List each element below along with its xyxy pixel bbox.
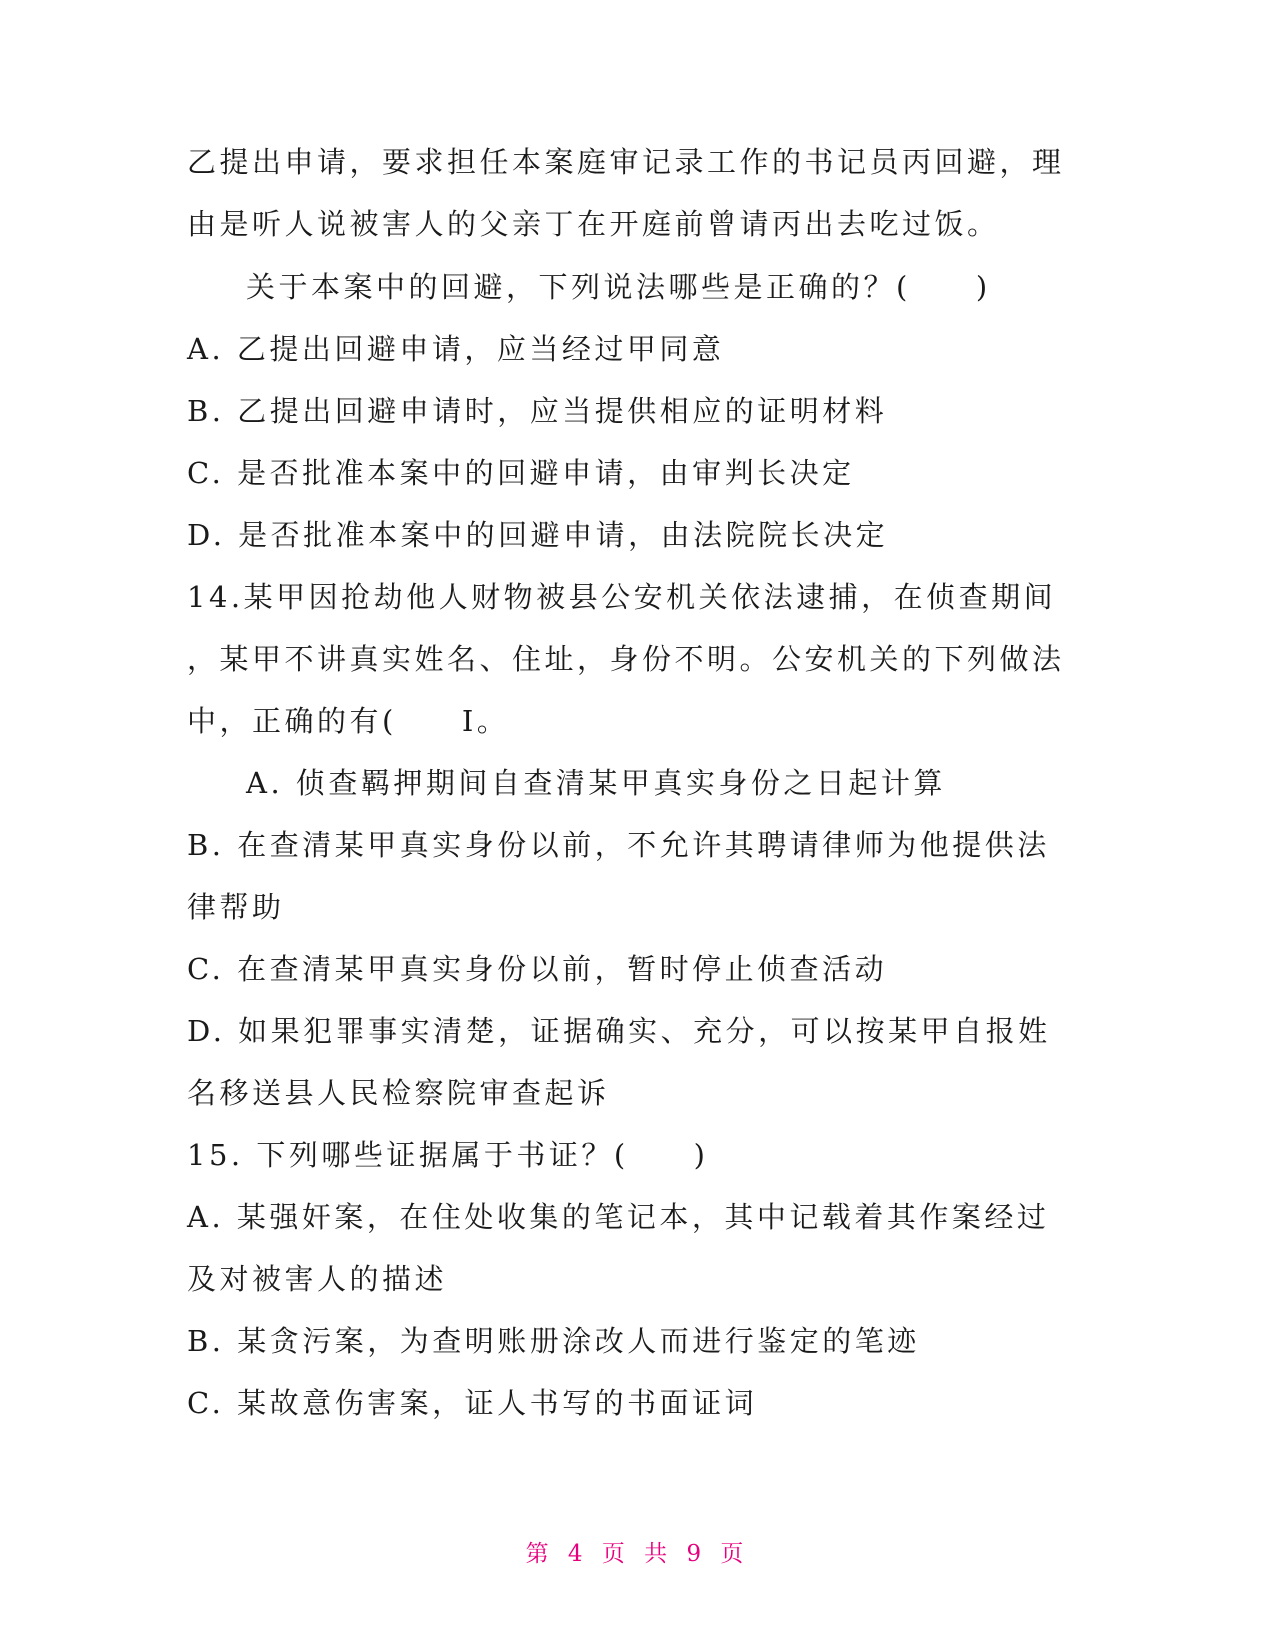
question-15: 15. 下列哪些证据属于书证？( ) [187, 1138, 709, 1172]
option-c: C. 是否批准本案中的回避申请，由审判长决定 [187, 456, 855, 490]
option-d: D. 是否批准本案中的回避申请，由法院院长决定 [187, 518, 889, 552]
text-line: 名移送县人民检察院审查起诉 [187, 1076, 610, 1110]
question-14: 14.某甲因抢劫他人财物被县公安机关依法逮捕，在侦查期间 [187, 580, 1057, 614]
option-a: A. 某强奸案，在住处收集的笔记本，其中记载着其作案经过 [187, 1200, 1050, 1234]
option-b: B. 乙提出回避申请时，应当提供相应的证明材料 [187, 394, 888, 428]
page-number-footer: 第 4 页 共 9 页 [525, 1541, 750, 1567]
text-line: ，某甲不讲真实姓名、住址，身份不明。公安机关的下列做法 [187, 642, 1065, 676]
option-c: C. 在查清某甲真实身份以前，暂时停止侦查活动 [187, 952, 888, 986]
option-a: A. 乙提出回避申请，应当经过甲同意 [187, 332, 725, 366]
text-line: 中，正确的有( I。 [187, 704, 510, 738]
text-line: 律帮助 [187, 890, 285, 924]
option-b: B. 在查清某甲真实身份以前，不允许其聘请律师为他提供法 [187, 828, 1050, 862]
text-line: 及对被害人的描述 [187, 1262, 448, 1296]
option-a: A. 侦查羁押期间自查清某甲真实身份之日起计算 [246, 766, 946, 800]
question-prompt: 关于本案中的回避，下列说法哪些是正确的？( ) [246, 270, 991, 304]
option-d: D. 如果犯罪事实清楚，证据确实、充分，可以按某甲自报姓 [187, 1014, 1051, 1048]
text-line: 由是听人说被害人的父亲丁在开庭前曾请丙出去吃过饭。 [187, 207, 1000, 241]
option-c: C. 某故意伤害案，证人书写的书面证词 [187, 1386, 758, 1420]
option-b: B. 某贪污案，为查明账册涂改人而进行鉴定的笔迹 [187, 1324, 920, 1358]
text-line: 乙提出申请，要求担任本案庭审记录工作的书记员丙回避，理 [187, 145, 1065, 179]
